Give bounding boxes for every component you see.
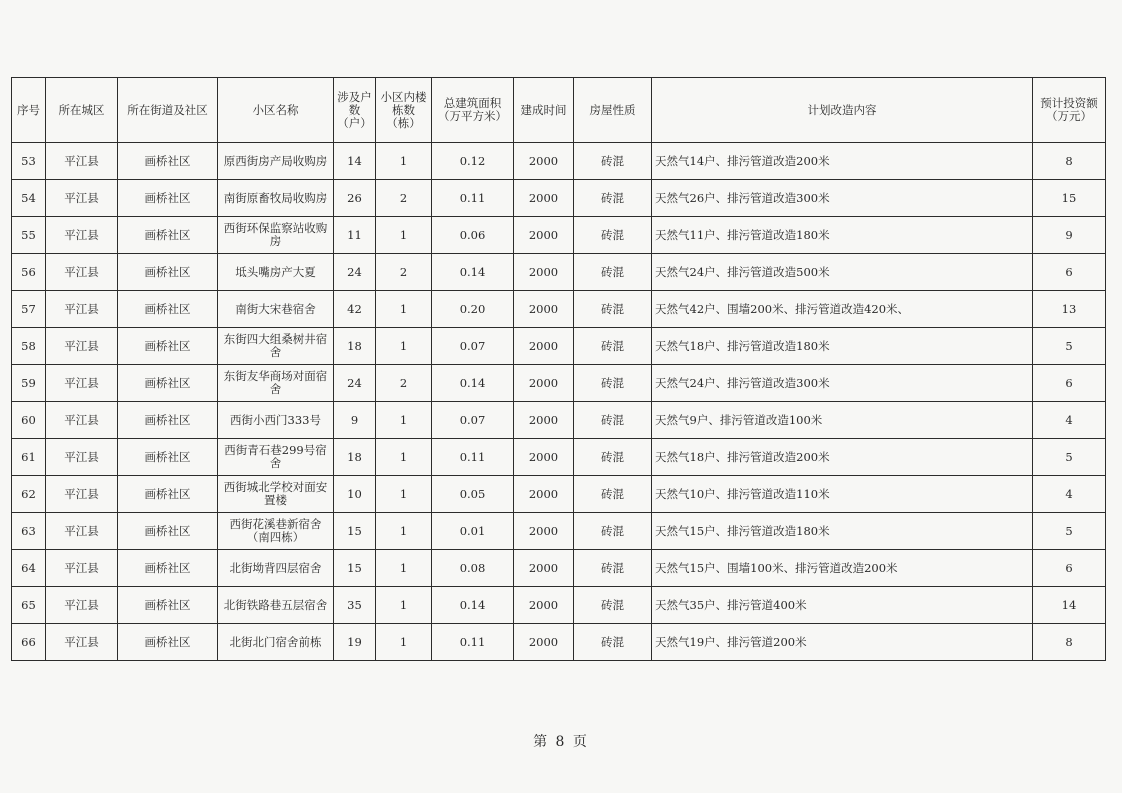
cell-type: 砖混 <box>574 587 652 624</box>
table-row <box>12 365 1106 402</box>
cell-plan: 天然气9户、排污管道改造100米 <box>652 402 1033 439</box>
cell-year: 2000 <box>514 402 574 439</box>
cell-county: 平江县 <box>46 439 118 476</box>
cell-county: 平江县 <box>46 254 118 291</box>
cell-county: 平江县 <box>46 587 118 624</box>
cell-county: 平江县 <box>46 624 118 661</box>
cell-seq: 57 <box>12 291 46 328</box>
cell-plan: 天然气15户、围墙100米、排污管道改造200米 <box>652 550 1033 587</box>
cell-buildings: 1 <box>376 217 432 254</box>
cell-street: 画桥社区 <box>118 476 218 513</box>
cell-county: 平江县 <box>46 291 118 328</box>
table-row <box>12 550 1106 587</box>
cell-plan: 天然气18户、排污管道改造180米 <box>652 328 1033 365</box>
cell-county: 平江县 <box>46 476 118 513</box>
cell-street: 画桥社区 <box>118 328 218 365</box>
cell-street: 画桥社区 <box>118 624 218 661</box>
cell-street: 画桥社区 <box>118 439 218 476</box>
cell-area: 0.01 <box>432 513 514 550</box>
cell-buildings: 1 <box>376 624 432 661</box>
cell-name: 北街北门宿舍前栋 <box>218 624 334 661</box>
cell-plan: 天然气24户、排污管道改造300米 <box>652 365 1033 402</box>
cell-year: 2000 <box>514 365 574 402</box>
cell-year: 2000 <box>514 550 574 587</box>
header-households: 涉及户数（户） <box>334 78 376 143</box>
cell-invest: 15 <box>1033 180 1106 217</box>
table-row <box>12 587 1106 624</box>
cell-households: 24 <box>334 254 376 291</box>
cell-invest: 8 <box>1033 624 1106 661</box>
cell-seq: 65 <box>12 587 46 624</box>
cell-area: 0.11 <box>432 439 514 476</box>
cell-seq: 55 <box>12 217 46 254</box>
cell-households: 15 <box>334 513 376 550</box>
cell-invest: 5 <box>1033 439 1106 476</box>
header-seq: 序号 <box>12 78 46 143</box>
cell-name: 坻头嘴房产大夏 <box>218 254 334 291</box>
cell-county: 平江县 <box>46 143 118 180</box>
cell-name: 东街友华商场对面宿舍 <box>218 365 334 402</box>
cell-invest: 8 <box>1033 143 1106 180</box>
cell-households: 9 <box>334 402 376 439</box>
table-row <box>12 143 1106 180</box>
cell-county: 平江县 <box>46 365 118 402</box>
cell-households: 19 <box>334 624 376 661</box>
cell-year: 2000 <box>514 291 574 328</box>
cell-street: 画桥社区 <box>118 402 218 439</box>
table-row <box>12 291 1106 328</box>
cell-area: 0.07 <box>432 328 514 365</box>
cell-street: 画桥社区 <box>118 143 218 180</box>
cell-buildings: 1 <box>376 291 432 328</box>
cell-county: 平江县 <box>46 217 118 254</box>
cell-invest: 5 <box>1033 328 1106 365</box>
cell-seq: 53 <box>12 143 46 180</box>
table-row <box>12 513 1106 550</box>
header-county: 所在城区 <box>46 78 118 143</box>
cell-invest: 9 <box>1033 217 1106 254</box>
cell-buildings: 1 <box>376 550 432 587</box>
cell-seq: 61 <box>12 439 46 476</box>
table-body <box>12 143 1106 661</box>
cell-year: 2000 <box>514 624 574 661</box>
renovation-table <box>11 77 1106 661</box>
cell-plan: 天然气19户、排污管道200米 <box>652 624 1033 661</box>
cell-plan: 天然气35户、排污管道400米 <box>652 587 1033 624</box>
cell-invest: 14 <box>1033 587 1106 624</box>
cell-type: 砖混 <box>574 143 652 180</box>
cell-year: 2000 <box>514 476 574 513</box>
cell-area: 0.06 <box>432 217 514 254</box>
cell-plan: 天然气10户、排污管道改造110米 <box>652 476 1033 513</box>
cell-area: 0.11 <box>432 180 514 217</box>
cell-street: 画桥社区 <box>118 587 218 624</box>
cell-street: 画桥社区 <box>118 180 218 217</box>
cell-type: 砖混 <box>574 291 652 328</box>
cell-households: 11 <box>334 217 376 254</box>
cell-invest: 13 <box>1033 291 1106 328</box>
header-invest: 预计投资额（万元） <box>1033 78 1106 143</box>
cell-households: 42 <box>334 291 376 328</box>
cell-year: 2000 <box>514 254 574 291</box>
cell-area: 0.05 <box>432 476 514 513</box>
header-buildings: 小区内楼栋数（栋） <box>376 78 432 143</box>
cell-invest: 6 <box>1033 550 1106 587</box>
cell-year: 2000 <box>514 143 574 180</box>
cell-name: 西街花溪巷新宿舍（南四栋） <box>218 513 334 550</box>
table-row <box>12 439 1106 476</box>
cell-type: 砖混 <box>574 402 652 439</box>
cell-seq: 56 <box>12 254 46 291</box>
cell-county: 平江县 <box>46 402 118 439</box>
cell-name: 西街城北学校对面安置楼 <box>218 476 334 513</box>
cell-seq: 54 <box>12 180 46 217</box>
cell-invest: 4 <box>1033 402 1106 439</box>
cell-seq: 63 <box>12 513 46 550</box>
cell-invest: 6 <box>1033 254 1106 291</box>
cell-type: 砖混 <box>574 476 652 513</box>
cell-name: 南街大宋巷宿舍 <box>218 291 334 328</box>
cell-buildings: 2 <box>376 180 432 217</box>
cell-type: 砖混 <box>574 328 652 365</box>
table-row <box>12 180 1106 217</box>
cell-name: 南街原畜牧局收购房 <box>218 180 334 217</box>
cell-invest: 5 <box>1033 513 1106 550</box>
cell-name: 西街青石巷299号宿舍 <box>218 439 334 476</box>
cell-seq: 58 <box>12 328 46 365</box>
header-street: 所在街道及社区 <box>118 78 218 143</box>
cell-seq: 64 <box>12 550 46 587</box>
table-header <box>12 78 1106 143</box>
cell-name: 原西街房产局收购房 <box>218 143 334 180</box>
cell-seq: 59 <box>12 365 46 402</box>
cell-area: 0.14 <box>432 587 514 624</box>
cell-county: 平江县 <box>46 180 118 217</box>
cell-street: 画桥社区 <box>118 217 218 254</box>
cell-year: 2000 <box>514 217 574 254</box>
cell-street: 画桥社区 <box>118 550 218 587</box>
cell-street: 画桥社区 <box>118 513 218 550</box>
cell-area: 0.08 <box>432 550 514 587</box>
cell-plan: 天然气18户、排污管道改造200米 <box>652 439 1033 476</box>
cell-plan: 天然气42户、围墙200米、排污管道改造420米、 <box>652 291 1033 328</box>
cell-name: 北街坳背四层宿舍 <box>218 550 334 587</box>
cell-plan: 天然气15户、排污管道改造180米 <box>652 513 1033 550</box>
cell-year: 2000 <box>514 439 574 476</box>
cell-type: 砖混 <box>574 439 652 476</box>
cell-area: 0.14 <box>432 254 514 291</box>
cell-name: 东街四大组桑树井宿舍 <box>218 328 334 365</box>
cell-plan: 天然气11户、排污管道改造180米 <box>652 217 1033 254</box>
table-row <box>12 476 1106 513</box>
cell-buildings: 1 <box>376 476 432 513</box>
cell-type: 砖混 <box>574 365 652 402</box>
cell-year: 2000 <box>514 328 574 365</box>
cell-households: 35 <box>334 587 376 624</box>
cell-plan: 天然气24户、排污管道改造500米 <box>652 254 1033 291</box>
cell-seq: 66 <box>12 624 46 661</box>
header-name: 小区名称 <box>218 78 334 143</box>
page-number: 第 8 页 <box>533 734 589 750</box>
cell-plan: 天然气26户、排污管道改造300米 <box>652 180 1033 217</box>
table-row <box>12 254 1106 291</box>
cell-name: 西街小西门333号 <box>218 402 334 439</box>
cell-street: 画桥社区 <box>118 291 218 328</box>
cell-county: 平江县 <box>46 328 118 365</box>
cell-households: 10 <box>334 476 376 513</box>
table-row <box>12 217 1106 254</box>
header-plan: 计划改造内容 <box>652 78 1033 143</box>
cell-name: 西街环保监察站收购房 <box>218 217 334 254</box>
cell-buildings: 2 <box>376 254 432 291</box>
cell-buildings: 1 <box>376 143 432 180</box>
cell-households: 15 <box>334 550 376 587</box>
cell-year: 2000 <box>514 587 574 624</box>
cell-invest: 6 <box>1033 365 1106 402</box>
header-area: 总建筑面积（万平方米） <box>432 78 514 143</box>
cell-households: 18 <box>334 328 376 365</box>
cell-year: 2000 <box>514 180 574 217</box>
cell-households: 18 <box>334 439 376 476</box>
cell-street: 画桥社区 <box>118 254 218 291</box>
table-row <box>12 624 1106 661</box>
header-type: 房屋性质 <box>574 78 652 143</box>
cell-households: 14 <box>334 143 376 180</box>
cell-buildings: 1 <box>376 587 432 624</box>
cell-buildings: 2 <box>376 365 432 402</box>
cell-seq: 62 <box>12 476 46 513</box>
cell-type: 砖混 <box>574 513 652 550</box>
cell-type: 砖混 <box>574 217 652 254</box>
cell-seq: 60 <box>12 402 46 439</box>
cell-buildings: 1 <box>376 328 432 365</box>
table-row <box>12 402 1106 439</box>
cell-households: 24 <box>334 365 376 402</box>
header-year: 建成时间 <box>514 78 574 143</box>
cell-type: 砖混 <box>574 550 652 587</box>
cell-invest: 4 <box>1033 476 1106 513</box>
cell-area: 0.07 <box>432 402 514 439</box>
cell-county: 平江县 <box>46 513 118 550</box>
cell-type: 砖混 <box>574 254 652 291</box>
cell-buildings: 1 <box>376 513 432 550</box>
table-row <box>12 328 1106 365</box>
cell-area: 0.12 <box>432 143 514 180</box>
cell-buildings: 1 <box>376 402 432 439</box>
cell-county: 平江县 <box>46 550 118 587</box>
cell-area: 0.20 <box>432 291 514 328</box>
cell-year: 2000 <box>514 513 574 550</box>
cell-area: 0.14 <box>432 365 514 402</box>
cell-street: 画桥社区 <box>118 365 218 402</box>
cell-name: 北街铁路巷五层宿舍 <box>218 587 334 624</box>
cell-type: 砖混 <box>574 624 652 661</box>
cell-type: 砖混 <box>574 180 652 217</box>
cell-plan: 天然气14户、排污管道改造200米 <box>652 143 1033 180</box>
cell-households: 26 <box>334 180 376 217</box>
cell-area: 0.11 <box>432 624 514 661</box>
cell-buildings: 1 <box>376 439 432 476</box>
